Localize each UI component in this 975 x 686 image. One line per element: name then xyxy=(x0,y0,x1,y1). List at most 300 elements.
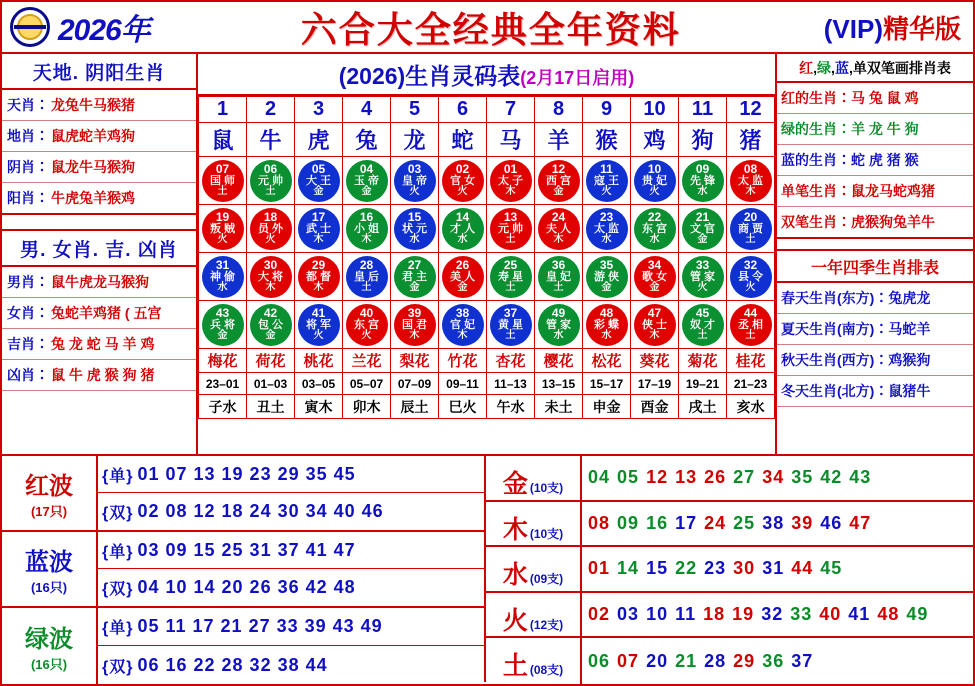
table-cell: 13–15 xyxy=(535,373,583,395)
code-ball: 48 彩 蝶 水 xyxy=(586,304,628,346)
number-item: 08 xyxy=(588,512,611,533)
table-cell xyxy=(439,253,487,301)
table-cell xyxy=(631,253,679,301)
table-cell: 未土 xyxy=(535,395,583,419)
table-cell xyxy=(679,301,727,349)
code-ball: 08 太 监 木 xyxy=(730,160,772,202)
list-item xyxy=(2,329,196,360)
row-key: 绿的生肖∶ xyxy=(781,121,851,137)
row-key: 单笔生肖∶ xyxy=(781,183,851,199)
wave-count: (16只) xyxy=(30,580,68,595)
number-item: 42 xyxy=(820,467,843,488)
table-cell xyxy=(247,301,295,349)
table-cell: 酉金 xyxy=(631,395,679,419)
element-row xyxy=(486,638,973,684)
code-ball: 33 管 家 火 xyxy=(682,256,724,298)
row-value: 马蛇羊 xyxy=(888,321,931,337)
code-ball: 20 商 贾 土 xyxy=(730,208,772,250)
row-key: 天肖∶ xyxy=(7,97,49,113)
table-cell: 7 xyxy=(487,97,535,123)
table-cell xyxy=(439,205,487,253)
number-item: 13 xyxy=(675,467,698,488)
table-cell xyxy=(583,157,631,205)
row-value: 鼠 牛 虎 猴 狗 猪 xyxy=(51,367,155,383)
table-cell: 23–01 xyxy=(199,373,247,395)
left-column xyxy=(2,54,198,454)
number-item: 19 xyxy=(732,604,755,625)
list-item xyxy=(2,267,196,298)
code-ball: 37 黄 星 土 xyxy=(490,304,532,346)
row-value: 鼠龙牛马猴狗 xyxy=(51,159,135,175)
table-cell xyxy=(631,157,679,205)
table-cell xyxy=(199,253,247,301)
table-row-balls xyxy=(199,157,775,205)
code-ball: 05 大 王 金 xyxy=(298,160,340,202)
wave-label: 绿波 xyxy=(25,626,73,653)
row-key: 红的生肖∶ xyxy=(781,90,851,106)
table-cell xyxy=(343,301,391,349)
row-value: 马 兔 鼠 鸡 xyxy=(851,90,919,106)
table-cell: 杏花 xyxy=(487,349,535,373)
number-item: 20 xyxy=(646,650,669,671)
parity-tag: {双} xyxy=(102,505,134,522)
element-number-list xyxy=(582,651,973,672)
code-ball: 31 神 偷 水 xyxy=(202,256,244,298)
code-ball: 15 状 元 水 xyxy=(394,208,436,250)
code-ball: 36 皇 妃 土 xyxy=(538,256,580,298)
table-cell: 辰土 xyxy=(391,395,439,419)
wave-block xyxy=(2,456,484,532)
number-item: 33 xyxy=(790,604,813,625)
table-cell: 巳火 xyxy=(439,395,487,419)
table-cell xyxy=(391,205,439,253)
row-value: 鸡猴狗 xyxy=(888,352,931,368)
table-cell: 12 xyxy=(727,97,775,123)
list-item xyxy=(2,121,196,152)
row-key: 双笔生肖∶ xyxy=(781,214,851,230)
table-cell xyxy=(679,205,727,253)
table-cell xyxy=(439,301,487,349)
row-value: 蛇 虎 猪 猴 xyxy=(851,152,919,168)
table-cell: 卯木 xyxy=(343,395,391,419)
table-cell: 桃花 xyxy=(295,349,343,373)
wave-count: (16只) xyxy=(30,657,68,672)
number-item: 31 xyxy=(762,558,785,579)
wave-name xyxy=(2,456,98,530)
body-columns xyxy=(2,54,973,454)
code-ball: 29 都 督 木 xyxy=(298,256,340,298)
wave-block xyxy=(2,532,484,608)
row-key: 冬天生肖(北方)∶ xyxy=(781,383,889,399)
code-ball: 38 官 妃 木 xyxy=(442,304,484,346)
code-ball: 35 游 侠 金 xyxy=(586,256,628,298)
table-cell xyxy=(535,301,583,349)
left-section1-title: 天地. 阴阳生肖 xyxy=(2,54,196,90)
wave-number-row xyxy=(98,493,484,530)
table-cell xyxy=(199,157,247,205)
element-label: 木 xyxy=(502,515,528,544)
code-ball: 03 皇 帝 火 xyxy=(394,160,436,202)
number-item: 44 xyxy=(791,558,814,579)
table-cell xyxy=(631,301,679,349)
table-row-flowers xyxy=(199,349,775,373)
table-cell xyxy=(439,157,487,205)
table-cell xyxy=(679,253,727,301)
number-item: 24 xyxy=(704,512,727,533)
element-label: 金 xyxy=(502,470,528,498)
number-item: 47 xyxy=(849,512,872,533)
table-cell: 午水 xyxy=(487,395,535,419)
table-cell xyxy=(247,253,295,301)
number-item: 39 xyxy=(791,512,814,533)
vip-suffix: 精华版 xyxy=(882,13,961,44)
element-label: 火 xyxy=(502,606,528,635)
wave-number-rows xyxy=(98,456,484,530)
number-item: 48 xyxy=(877,604,900,625)
wave-number-row xyxy=(98,646,484,684)
center-column xyxy=(198,54,777,454)
number-item: 27 xyxy=(733,467,756,488)
code-ball: 30 大 将 木 xyxy=(250,256,292,298)
table-cell: 9 xyxy=(583,97,631,123)
code-ball: 24 夫 人 木 xyxy=(538,208,580,250)
number-item: 28 xyxy=(704,650,727,671)
number-item: 06 xyxy=(588,650,611,671)
table-cell: 07–09 xyxy=(391,373,439,395)
element-label: 土 xyxy=(502,652,528,681)
table-cell: 11 xyxy=(679,97,727,123)
wave-count: (17只) xyxy=(30,504,68,519)
row-value: 鼠龙马蛇鸡猪 xyxy=(851,183,935,199)
list-item xyxy=(2,152,196,183)
code-ball: 04 玉 帝 金 xyxy=(346,160,388,202)
table-cell xyxy=(583,253,631,301)
table-row-zodiacs xyxy=(199,123,775,157)
table-cell xyxy=(727,301,775,349)
number-item: 37 xyxy=(791,650,814,671)
list-item xyxy=(777,345,973,376)
code-ball: 22 东 宫 水 xyxy=(634,208,676,250)
table-cell xyxy=(199,301,247,349)
row-value: 虎猴狗兔羊牛 xyxy=(851,214,935,230)
table-cell: 马 xyxy=(487,123,535,157)
element-count: (08支) xyxy=(529,663,564,678)
code-ball: 11 寇 王 火 xyxy=(586,160,628,202)
element-number-list xyxy=(582,604,973,625)
table-cell xyxy=(199,205,247,253)
table-row-balls xyxy=(199,205,775,253)
number-item: 34 xyxy=(762,467,785,488)
row-key: 女肖∶ xyxy=(7,305,49,321)
table-cell: 竹花 xyxy=(439,349,487,373)
code-ball: 45 奴 才 土 xyxy=(682,304,724,346)
code-ball: 41 将 军 火 xyxy=(298,304,340,346)
list-item xyxy=(777,83,973,114)
bottom-section xyxy=(2,454,973,682)
table-cell: 蛇 xyxy=(439,123,487,157)
table-cell: 5 xyxy=(391,97,439,123)
list-item xyxy=(777,283,973,314)
table-cell xyxy=(487,157,535,205)
table-cell: 葵花 xyxy=(631,349,679,373)
list-item xyxy=(777,207,973,239)
table-cell: 1 xyxy=(199,97,247,123)
code-ball: 02 官 女 火 xyxy=(442,160,484,202)
number-item: 01 xyxy=(588,558,611,579)
left-section2-title: 男. 女肖. 吉. 凶肖 xyxy=(2,229,196,267)
table-cell xyxy=(343,205,391,253)
right-section1-title: 红,绿,蓝,单双笔画排肖表 xyxy=(777,54,973,83)
table-cell: 松花 xyxy=(583,349,631,373)
code-ball: 16 小 姐 木 xyxy=(346,208,388,250)
code-ball: 21 文 官 金 xyxy=(682,208,724,250)
row-value: 鼠虎蛇羊鸡狗 xyxy=(51,128,135,144)
code-ball: 10 贵 妃 火 xyxy=(634,160,676,202)
table-cell xyxy=(535,253,583,301)
code-ball: 01 太 子 木 xyxy=(490,160,532,202)
table-cell xyxy=(727,205,775,253)
table-cell: 兔 xyxy=(343,123,391,157)
code-ball: 49 管 家 水 xyxy=(538,304,580,346)
list-item xyxy=(777,376,973,407)
row-value: 兔虎龙 xyxy=(888,290,931,306)
element-name xyxy=(486,593,582,637)
table-cell xyxy=(295,253,343,301)
table-cell: 子水 xyxy=(199,395,247,419)
code-ball: 13 元 帅 土 xyxy=(490,208,532,250)
element-number-list xyxy=(582,513,973,534)
number-item: 30 xyxy=(733,558,756,579)
table-cell: 羊 xyxy=(535,123,583,157)
number-item: 45 xyxy=(820,558,843,579)
table-cell xyxy=(487,253,535,301)
number-item: 10 xyxy=(646,604,669,625)
table-cell: 10 xyxy=(631,97,679,123)
code-ball: 25 寿 星 土 xyxy=(490,256,532,298)
table-cell: 菊花 xyxy=(679,349,727,373)
table-cell xyxy=(487,301,535,349)
number-item: 07 xyxy=(617,650,640,671)
page-title: 六合大全经典全年资料 xyxy=(300,8,681,50)
row-value: 羊 龙 牛 狗 xyxy=(851,121,919,137)
code-ball: 27 君 主 金 xyxy=(394,256,436,298)
wave-number-row xyxy=(98,608,484,646)
number-item: 46 xyxy=(820,512,843,533)
table-cell: 寅木 xyxy=(295,395,343,419)
wave-number-row xyxy=(98,532,484,569)
table-cell xyxy=(727,253,775,301)
number-item: 05 xyxy=(617,467,640,488)
row-key: 秋天生肖(西方)∶ xyxy=(781,352,889,368)
vip-prefix: (VIP) xyxy=(823,13,883,44)
table-cell: 21–23 xyxy=(727,373,775,395)
list-item xyxy=(777,145,973,176)
table-cell: 3 xyxy=(295,97,343,123)
year-title: 2026年 xyxy=(58,14,150,47)
wave-number-rows xyxy=(98,608,484,684)
code-ball: 44 丞 相 土 xyxy=(730,304,772,346)
code-ball: 34 歌 女 金 xyxy=(634,256,676,298)
code-ball: 42 包 公 金 xyxy=(250,304,292,346)
code-ball: 40 东 宫 火 xyxy=(346,304,388,346)
element-row xyxy=(486,593,973,639)
row-value: 龙兔牛马猴猪 xyxy=(51,97,135,113)
element-number-list xyxy=(582,558,973,579)
zodiac-code-table xyxy=(198,96,775,419)
row-key: 凶肖∶ xyxy=(7,367,49,383)
table-cell: 亥水 xyxy=(727,395,775,419)
parity-tag: {单} xyxy=(102,543,134,561)
number-item: 22 xyxy=(675,558,698,579)
element-row xyxy=(486,502,973,548)
table-cell xyxy=(631,205,679,253)
row-value: 鼠猪牛 xyxy=(888,383,931,399)
zodiac-table-title-main: (2026)生肖灵码表 xyxy=(338,63,521,89)
table-cell xyxy=(295,301,343,349)
number-item: 25 xyxy=(733,512,756,533)
code-ball: 39 国 君 木 xyxy=(394,304,436,346)
table-cell: 6 xyxy=(439,97,487,123)
number-item: 03 xyxy=(617,604,640,625)
element-name xyxy=(486,638,582,684)
table-cell: 8 xyxy=(535,97,583,123)
code-ball: 19 叛 贼 火 xyxy=(202,208,244,250)
number-item: 26 xyxy=(704,467,727,488)
number-item: 17 xyxy=(675,512,698,533)
table-cell: 梅花 xyxy=(199,349,247,373)
element-count: (10支) xyxy=(529,481,564,495)
table-cell: 申金 xyxy=(583,395,631,419)
element-name xyxy=(486,502,582,546)
row-value: 兔蛇羊鸡猪 ( 五宫 xyxy=(51,305,162,321)
table-cell: 牛 xyxy=(247,123,295,157)
code-ball: 09 先 锋 水 xyxy=(682,160,724,202)
table-cell xyxy=(343,157,391,205)
parity-tag: {双} xyxy=(102,658,134,676)
parity-tag: {双} xyxy=(102,581,134,598)
table-cell: 梨花 xyxy=(391,349,439,373)
number-item: 14 xyxy=(617,558,640,579)
element-name xyxy=(486,547,582,591)
list-item xyxy=(2,360,196,391)
element-label: 水 xyxy=(502,561,528,590)
zodiac-table-title xyxy=(198,54,775,96)
table-cell xyxy=(583,301,631,349)
element-count: (12支) xyxy=(529,617,564,632)
table-cell: 鼠 xyxy=(199,123,247,157)
number-item: 23 xyxy=(704,558,727,579)
table-cell xyxy=(487,205,535,253)
table-cell xyxy=(343,253,391,301)
parity-tag: {单} xyxy=(102,620,134,637)
table-row-balls xyxy=(199,301,775,349)
table-cell: 01–03 xyxy=(247,373,295,395)
row-value: 牛虎兔羊猴鸡 xyxy=(51,190,135,206)
row-key: 阳肖∶ xyxy=(7,190,49,206)
code-ball: 23 太 监 水 xyxy=(586,208,628,250)
wave-label: 蓝波 xyxy=(25,549,73,576)
wave-number-rows xyxy=(98,532,484,606)
row-key: 地肖∶ xyxy=(7,128,49,144)
page-header xyxy=(2,2,973,54)
element-row xyxy=(486,456,973,502)
row-key: 春天生肖(东方)∶ xyxy=(781,290,889,306)
number-list: 04 10 14 20 26 36 42 48 xyxy=(137,577,356,597)
table-cell: 2 xyxy=(247,97,295,123)
wave-table xyxy=(2,456,486,682)
row-key: 蓝的生肖∶ xyxy=(781,152,851,168)
row-key: 男肖∶ xyxy=(7,274,49,290)
code-ball: 14 才 人 水 xyxy=(442,208,484,250)
code-ball: 32 县 令 火 xyxy=(730,256,772,298)
table-cell xyxy=(391,253,439,301)
number-item: 40 xyxy=(819,604,842,625)
list-item xyxy=(2,183,196,215)
code-ball: 47 侠 士 木 xyxy=(634,304,676,346)
wave-number-row xyxy=(98,569,484,606)
element-name xyxy=(486,456,582,500)
code-ball: 28 皇 后 土 xyxy=(346,256,388,298)
number-item: 18 xyxy=(703,604,726,625)
number-item: 12 xyxy=(646,467,669,488)
table-row-hours xyxy=(199,373,775,395)
table-cell xyxy=(295,205,343,253)
table-cell: 龙 xyxy=(391,123,439,157)
row-value: 鼠牛虎龙马猴狗 xyxy=(51,274,149,290)
table-cell: 09–11 xyxy=(439,373,487,395)
number-item: 49 xyxy=(906,604,929,625)
list-item xyxy=(777,114,973,145)
list-item xyxy=(777,314,973,345)
table-cell: 樱花 xyxy=(535,349,583,373)
parity-tag: {单} xyxy=(102,467,134,485)
table-cell: 桂花 xyxy=(727,349,775,373)
table-row-numbers xyxy=(199,97,775,123)
table-cell: 19–21 xyxy=(679,373,727,395)
wave-number-row xyxy=(98,456,484,493)
wave-label: 红波 xyxy=(25,473,73,500)
code-ball: 26 美 人 金 xyxy=(442,256,484,298)
element-number-list xyxy=(582,467,973,488)
number-list: 03 09 15 25 31 37 41 47 xyxy=(137,539,356,560)
table-cell xyxy=(535,157,583,205)
number-item: 21 xyxy=(675,650,698,671)
number-list: 02 08 12 18 24 30 34 40 46 xyxy=(137,501,384,521)
table-cell: 猪 xyxy=(727,123,775,157)
number-item: 09 xyxy=(617,512,640,533)
number-item: 36 xyxy=(762,650,785,671)
number-item: 35 xyxy=(791,467,814,488)
number-item: 32 xyxy=(761,604,784,625)
table-cell: 戌土 xyxy=(679,395,727,419)
list-item xyxy=(2,90,196,121)
list-item xyxy=(777,176,973,207)
right-section2-title: 一年四季生肖排表 xyxy=(777,249,973,283)
number-item: 15 xyxy=(646,558,669,579)
element-table xyxy=(486,456,973,682)
wave-name xyxy=(2,608,98,684)
zodiac-table-title-note: (2月17日启用) xyxy=(520,68,635,88)
number-item: 11 xyxy=(675,604,697,625)
number-list: 01 07 13 19 23 29 35 45 xyxy=(137,463,356,484)
code-ball: 12 西 宫 金 xyxy=(538,160,580,202)
code-ball: 18 员 外 火 xyxy=(250,208,292,250)
number-item: 04 xyxy=(588,467,611,488)
element-row xyxy=(486,547,973,593)
element-count: (09支) xyxy=(529,572,564,587)
element-count: (10支) xyxy=(529,526,564,541)
table-cell xyxy=(295,157,343,205)
